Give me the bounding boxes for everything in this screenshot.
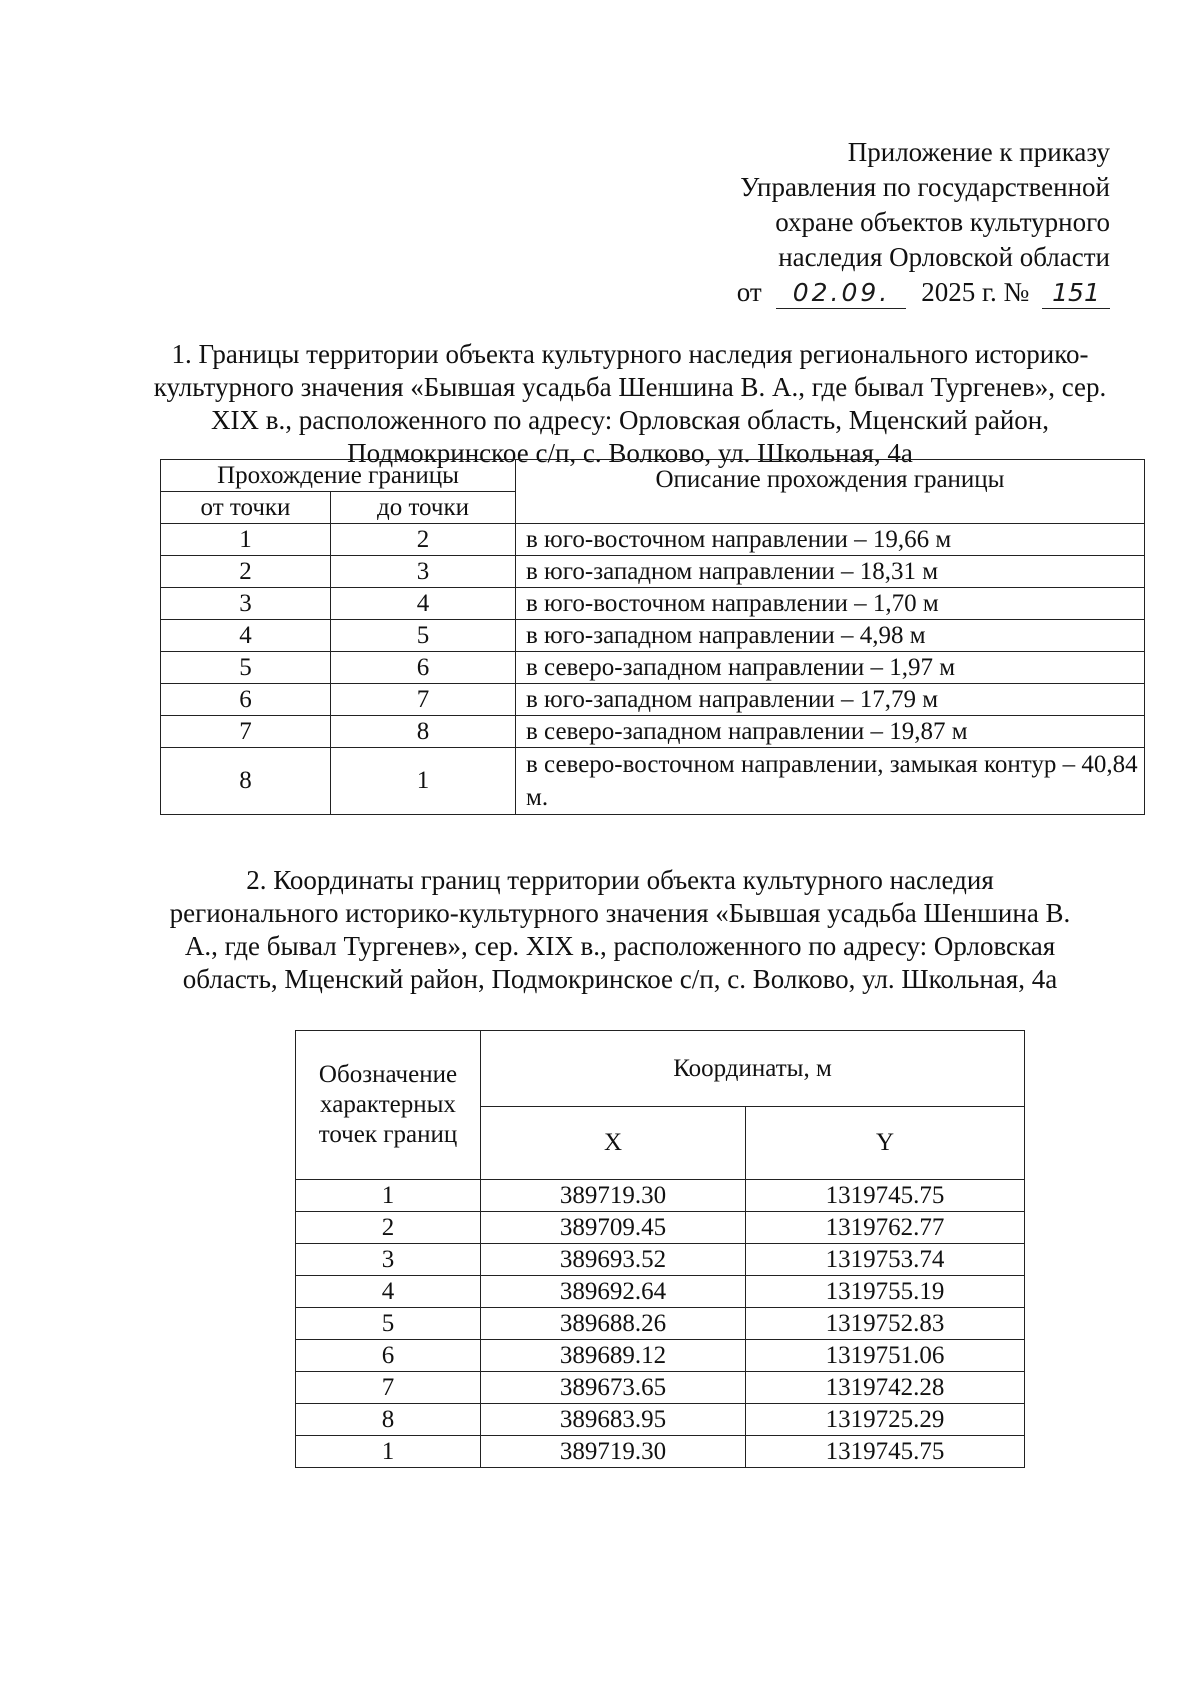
to-point: 8 (331, 716, 516, 748)
from-point: 3 (161, 588, 331, 620)
description: в северо-западном направлении – 1,97 м (516, 652, 1145, 684)
x-value: 389688.26 (481, 1308, 746, 1340)
x-value: 389692.64 (481, 1276, 746, 1308)
header-to: до точки (331, 492, 516, 524)
header-description: Описание прохождения границы (516, 460, 1145, 524)
from-point: 8 (161, 748, 331, 815)
header-x: X (481, 1107, 746, 1180)
to-point: 2 (331, 524, 516, 556)
table-row (161, 620, 1145, 652)
from-point: 7 (161, 716, 331, 748)
point-label: 2 (296, 1212, 481, 1244)
y-value: 1319742.28 (746, 1372, 1025, 1404)
table-row (296, 1180, 1025, 1212)
description: в северо-восточном направлении, замыкая контур – 40,84 м. (516, 748, 1145, 815)
y-value: 1319755.19 (746, 1276, 1025, 1308)
to-point: 6 (331, 652, 516, 684)
year-text: 2025 г. № (921, 277, 1030, 307)
to-point: 1 (331, 748, 516, 815)
table-row (296, 1372, 1025, 1404)
table-row (161, 716, 1145, 748)
y-value: 1319745.75 (746, 1436, 1025, 1468)
y-value: 1319751.06 (746, 1340, 1025, 1372)
description: в северо-западном направлении – 19,87 м (516, 716, 1145, 748)
header-from: от точки (161, 492, 331, 524)
table-row (161, 684, 1145, 716)
x-value: 389693.52 (481, 1244, 746, 1276)
section2-heading: 2. Координаты границ территории объекта культурного наследия регионального историко-культурного значения «Бывшая усадьба Шеншина В. А., где бывал Тургенев», сер. XIX в., расположенного по адресу: Орловская область, Мценский район, Подмокринское с/п, с. Волково, ул. Школьная, 4а (169, 865, 1071, 994)
table-row (161, 652, 1145, 684)
y-value: 1319725.29 (746, 1404, 1025, 1436)
header-coordinates: Координаты, м (481, 1031, 1025, 1107)
table-row (161, 588, 1145, 620)
section1-heading: 1. Границы территории объекта культурного наследия регионального историко-культурного значения «Бывшая усадьба Шеншина В. А., где бывал Тургенев», сер. XIX в., расположенного по адресу: Орловская область, Мценский район, Подмокринское с/п, с. Волково, ул. Школьная, 4а (153, 339, 1107, 468)
appendix-line: наследия Орловской области (778, 242, 1110, 272)
table-row (296, 1340, 1025, 1372)
handwritten-date: 02.09. (776, 278, 906, 309)
point-label: 5 (296, 1308, 481, 1340)
to-point: 4 (331, 588, 516, 620)
table-row (161, 524, 1145, 556)
from-point: 2 (161, 556, 331, 588)
description: в юго-восточном направлении – 1,70 м (516, 588, 1145, 620)
table-row (296, 1436, 1025, 1468)
date-prefix: от (736, 277, 762, 307)
y-value: 1319753.74 (746, 1244, 1025, 1276)
coordinates-table (295, 1030, 1025, 1468)
appendix-line: Приложение к приказу (847, 137, 1110, 167)
y-value: 1319745.75 (746, 1180, 1025, 1212)
table-row (296, 1244, 1025, 1276)
x-value: 389709.45 (481, 1212, 746, 1244)
description: в юго-западном направлении – 4,98 м (516, 620, 1145, 652)
point-label: 6 (296, 1340, 481, 1372)
point-label: 4 (296, 1276, 481, 1308)
to-point: 5 (331, 620, 516, 652)
x-value: 389719.30 (481, 1436, 746, 1468)
table-row (296, 1308, 1025, 1340)
point-label: 3 (296, 1244, 481, 1276)
from-point: 6 (161, 684, 331, 716)
table-row (296, 1212, 1025, 1244)
table-row (296, 1404, 1025, 1436)
order-date-line (640, 275, 1110, 310)
point-label: 7 (296, 1372, 481, 1404)
to-point: 7 (331, 684, 516, 716)
table-row (161, 748, 1145, 815)
description: в юго-западном направлении – 17,79 м (516, 684, 1145, 716)
point-label: 1 (296, 1436, 481, 1468)
point-label: 8 (296, 1404, 481, 1436)
table-row (296, 1276, 1025, 1308)
from-point: 4 (161, 620, 331, 652)
x-value: 389673.65 (481, 1372, 746, 1404)
handwritten-order-number: 151 (1042, 278, 1110, 309)
to-point: 3 (331, 556, 516, 588)
description: в юго-восточном направлении – 19,66 м (516, 524, 1145, 556)
x-value: 389689.12 (481, 1340, 746, 1372)
appendix-line: Управления по государственной (740, 172, 1110, 202)
y-value: 1319752.83 (746, 1308, 1025, 1340)
x-value: 389719.30 (481, 1180, 746, 1212)
header-y: Y (746, 1107, 1025, 1180)
boundary-description-table (160, 459, 1145, 815)
header-passage: Прохождение границы (161, 460, 516, 492)
from-point: 5 (161, 652, 331, 684)
appendix-line: охране объектов культурного (775, 207, 1110, 237)
description: в юго-западном направлении – 18,31 м (516, 556, 1145, 588)
point-label: 1 (296, 1180, 481, 1212)
from-point: 1 (161, 524, 331, 556)
header-points: Обозначение характерных точек границ (296, 1031, 481, 1180)
y-value: 1319762.77 (746, 1212, 1025, 1244)
x-value: 389683.95 (481, 1404, 746, 1436)
appendix-block (640, 135, 1110, 310)
table-row (161, 556, 1145, 588)
